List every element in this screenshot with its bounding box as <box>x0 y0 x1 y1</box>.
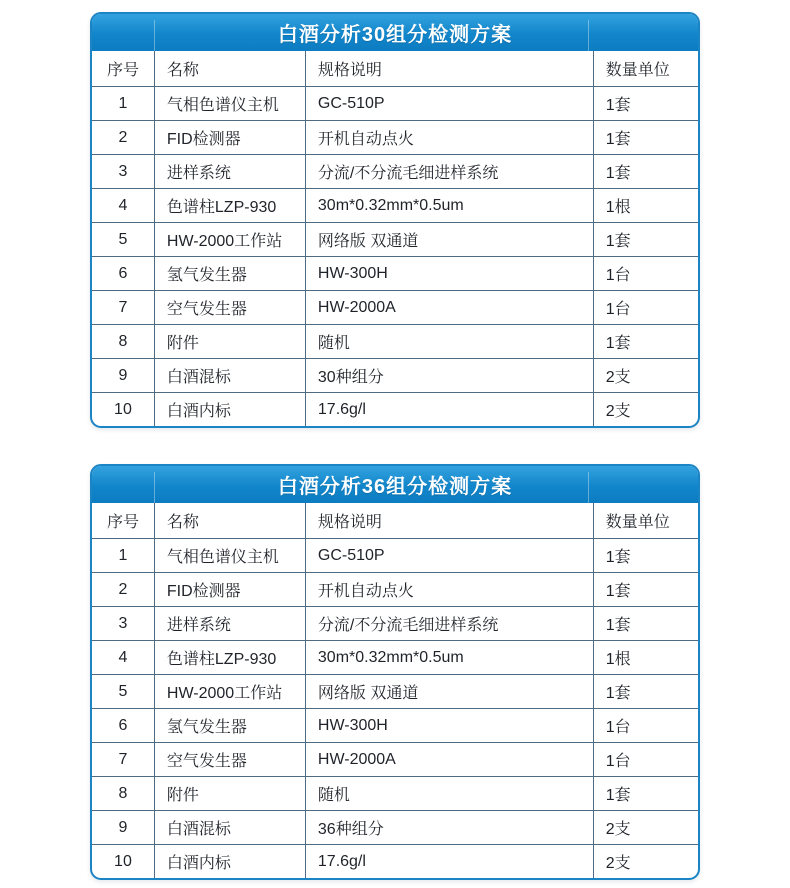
cell-spec: HW-2000A <box>305 743 593 777</box>
cell-no: 1 <box>92 87 154 121</box>
column-header-qty: 数量单位 <box>593 51 698 87</box>
cell-qty: 1套 <box>593 675 698 709</box>
cell-qty: 1套 <box>593 155 698 189</box>
cell-qty: 1套 <box>593 539 698 573</box>
cell-no: 8 <box>92 777 154 811</box>
cell-qty: 1台 <box>593 291 698 325</box>
cell-name: HW-2000工作站 <box>154 223 305 257</box>
cell-name: HW-2000工作站 <box>154 675 305 709</box>
title-bar-divider <box>154 20 155 51</box>
table-row <box>92 223 698 257</box>
cell-qty: 1套 <box>593 607 698 641</box>
cell-name: 附件 <box>154 325 305 359</box>
table-row <box>92 121 698 155</box>
column-header-spec: 规格说明 <box>305 51 593 87</box>
table-row <box>92 709 698 743</box>
cell-qty: 1台 <box>593 743 698 777</box>
cell-name: 气相色谱仪主机 <box>154 539 305 573</box>
cell-no: 3 <box>92 607 154 641</box>
header-row <box>92 503 698 539</box>
column-header-name: 名称 <box>154 503 305 539</box>
table-row <box>92 777 698 811</box>
cell-qty: 1根 <box>593 189 698 223</box>
header-row <box>92 51 698 87</box>
cell-spec: 30m*0.32mm*0.5um <box>305 641 593 675</box>
cell-name: 气相色谱仪主机 <box>154 87 305 121</box>
cell-spec: 30种组分 <box>305 359 593 393</box>
table-title: 白酒分析36组分检测方案 <box>277 476 513 498</box>
cell-no: 2 <box>92 121 154 155</box>
cell-qty: 1套 <box>593 87 698 121</box>
cell-name: 进样系统 <box>154 607 305 641</box>
title-bar-divider <box>588 20 589 51</box>
cell-spec: 30m*0.32mm*0.5um <box>305 189 593 223</box>
cell-qty: 1根 <box>593 641 698 675</box>
table-row <box>92 189 698 223</box>
table-row <box>92 811 698 845</box>
cell-no: 10 <box>92 845 154 879</box>
cell-no: 9 <box>92 359 154 393</box>
cell-spec: 开机自动点火 <box>305 121 593 155</box>
cell-name: 色谱柱LZP-930 <box>154 189 305 223</box>
table-row <box>92 393 698 427</box>
cell-qty: 1台 <box>593 257 698 291</box>
table-row <box>92 257 698 291</box>
cell-no: 6 <box>92 257 154 291</box>
table-row <box>92 359 698 393</box>
cell-spec: HW-2000A <box>305 291 593 325</box>
cell-spec: 网络版 双通道 <box>305 675 593 709</box>
cell-qty: 1套 <box>593 325 698 359</box>
cell-qty: 2支 <box>593 811 698 845</box>
title-bar-divider <box>588 472 589 503</box>
table-row <box>92 325 698 359</box>
spec-table-36-components <box>90 464 700 880</box>
cell-no: 5 <box>92 223 154 257</box>
column-header-spec: 规格说明 <box>305 503 593 539</box>
cell-name: 进样系统 <box>154 155 305 189</box>
cell-no: 1 <box>92 539 154 573</box>
cell-spec: 分流/不分流毛细进样系统 <box>305 155 593 189</box>
column-header-no: 序号 <box>92 503 154 539</box>
cell-name: 空气发生器 <box>154 743 305 777</box>
cell-name: 氢气发生器 <box>154 709 305 743</box>
table-title-bar <box>92 14 698 51</box>
table-row <box>92 641 698 675</box>
spec-grid <box>92 51 698 426</box>
cell-qty: 1台 <box>593 709 698 743</box>
table-row <box>92 573 698 607</box>
table-title: 白酒分析30组分检测方案 <box>277 24 513 46</box>
cell-no: 6 <box>92 709 154 743</box>
cell-name: 白酒内标 <box>154 845 305 879</box>
table-row <box>92 607 698 641</box>
cell-spec: GC-510P <box>305 87 593 121</box>
table-row <box>92 539 698 573</box>
table-row <box>92 155 698 189</box>
cell-spec: GC-510P <box>305 539 593 573</box>
table-title-bar <box>92 466 698 503</box>
cell-spec: 随机 <box>305 777 593 811</box>
title-bar-divider <box>154 472 155 503</box>
column-header-no: 序号 <box>92 51 154 87</box>
table-row <box>92 845 698 879</box>
cell-no: 10 <box>92 393 154 427</box>
table-row <box>92 743 698 777</box>
cell-name: FID检测器 <box>154 121 305 155</box>
cell-no: 3 <box>92 155 154 189</box>
cell-qty: 2支 <box>593 845 698 879</box>
cell-name: 白酒混标 <box>154 359 305 393</box>
cell-qty: 1套 <box>593 573 698 607</box>
cell-spec: 17.6g/l <box>305 845 593 879</box>
spec-table-30-components <box>90 12 700 428</box>
cell-name: FID检测器 <box>154 573 305 607</box>
cell-spec: 分流/不分流毛细进样系统 <box>305 607 593 641</box>
table-row <box>92 675 698 709</box>
cell-name: 氢气发生器 <box>154 257 305 291</box>
cell-qty: 1套 <box>593 121 698 155</box>
cell-spec: 随机 <box>305 325 593 359</box>
cell-spec: 网络版 双通道 <box>305 223 593 257</box>
cell-qty: 1套 <box>593 223 698 257</box>
cell-no: 7 <box>92 743 154 777</box>
cell-no: 2 <box>92 573 154 607</box>
column-header-name: 名称 <box>154 51 305 87</box>
cell-no: 9 <box>92 811 154 845</box>
cell-name: 空气发生器 <box>154 291 305 325</box>
cell-name: 附件 <box>154 777 305 811</box>
cell-name: 色谱柱LZP-930 <box>154 641 305 675</box>
cell-name: 白酒混标 <box>154 811 305 845</box>
table-row <box>92 87 698 121</box>
spec-grid <box>92 503 698 878</box>
cell-no: 7 <box>92 291 154 325</box>
cell-spec: 36种组分 <box>305 811 593 845</box>
cell-no: 8 <box>92 325 154 359</box>
cell-spec: 开机自动点火 <box>305 573 593 607</box>
cell-spec: 17.6g/l <box>305 393 593 427</box>
cell-spec: HW-300H <box>305 709 593 743</box>
cell-spec: HW-300H <box>305 257 593 291</box>
cell-no: 4 <box>92 189 154 223</box>
cell-qty: 2支 <box>593 359 698 393</box>
column-header-qty: 数量单位 <box>593 503 698 539</box>
cell-no: 5 <box>92 675 154 709</box>
table-row <box>92 291 698 325</box>
cell-no: 4 <box>92 641 154 675</box>
cell-qty: 2支 <box>593 393 698 427</box>
cell-name: 白酒内标 <box>154 393 305 427</box>
cell-qty: 1套 <box>593 777 698 811</box>
